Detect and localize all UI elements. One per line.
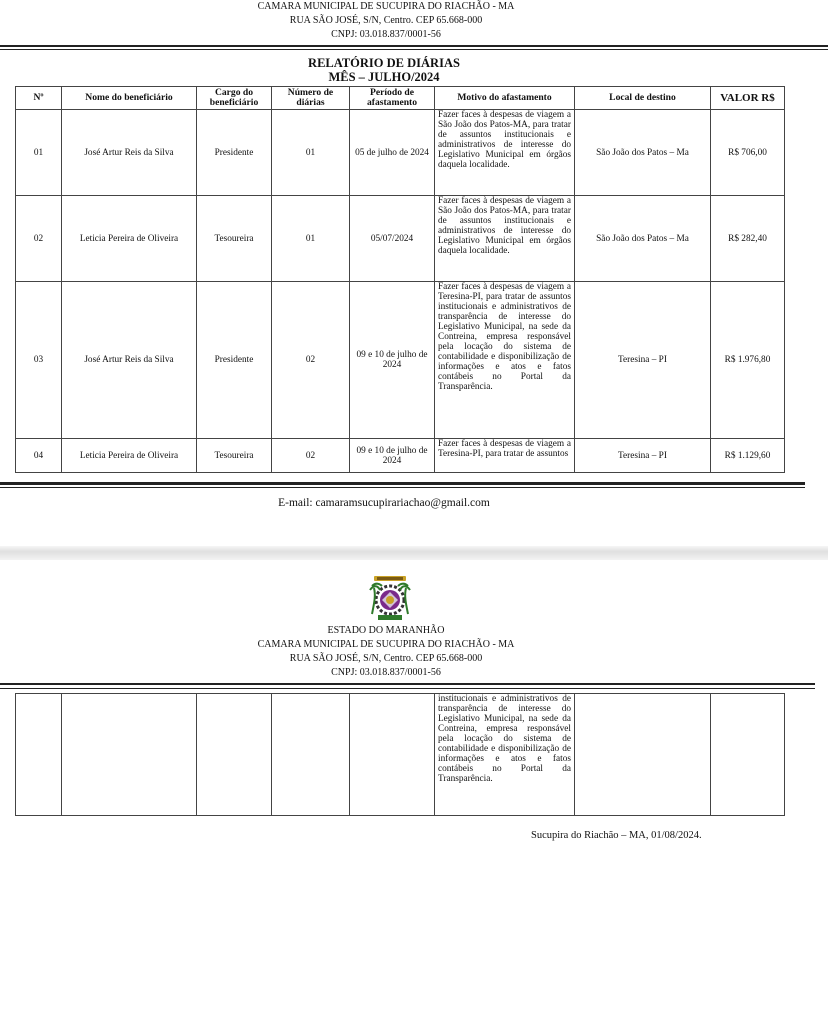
cell-periodo: 09 e 10 de julho de 2024 bbox=[350, 282, 435, 439]
cell-cargo: Presidente bbox=[197, 110, 272, 196]
cell-nome: Leticia Pereira de Oliveira bbox=[62, 196, 197, 282]
table-row bbox=[16, 694, 785, 816]
col-header-numero: Número de diárias bbox=[272, 87, 350, 110]
cell-numero: 02 bbox=[272, 282, 350, 439]
header2-cnpj: CNPJ: 03.018.837/0001-56 bbox=[331, 667, 441, 678]
header2-state: ESTADO DO MARANHÃO bbox=[327, 625, 445, 636]
table-header-row bbox=[16, 87, 785, 110]
cell-local: Teresina – PI bbox=[575, 439, 711, 473]
cell-local: Teresina – PI bbox=[575, 282, 711, 439]
cell-valor bbox=[711, 694, 785, 816]
cell-numero: 02 bbox=[272, 439, 350, 473]
footer-rule-thin bbox=[0, 487, 805, 488]
cell-valor: R$ 282,40 bbox=[711, 196, 785, 282]
cell-valor: R$ 706,00 bbox=[711, 110, 785, 196]
col-header-n: Nº bbox=[16, 87, 62, 110]
cell-n bbox=[16, 694, 62, 816]
cell-motivo: Fazer faces à despesas de viagem a São João dos Patos-MA, para tratar de assuntos institucionais e administrativos de interesse do Legislativo Municipal em órgãos daquela localidade. bbox=[435, 196, 575, 282]
cell-motivo: Fazer faces à despesas de viagem a Teresina-PI, para tratar de assuntos bbox=[435, 439, 575, 473]
header-rule-thick bbox=[0, 45, 828, 47]
col-header-nome: Nome do beneficiário bbox=[62, 87, 197, 110]
cell-periodo: 09 e 10 de julho de 2024 bbox=[350, 439, 435, 473]
report-subtitle: MÊS – JULHO/2024 bbox=[328, 70, 440, 84]
cell-n: 02 bbox=[16, 196, 62, 282]
cell-periodo: 05/07/2024 bbox=[350, 196, 435, 282]
cell-local: São João dos Patos – Ma bbox=[575, 196, 711, 282]
footer-rule-thick bbox=[0, 482, 805, 485]
header2-address: RUA SÃO JOSÉ, S/N, Centro. CEP 65.668-000 bbox=[289, 653, 483, 664]
report-title: RELATÓRIO DE DIÁRIAS bbox=[308, 56, 460, 70]
cell-n: 01 bbox=[16, 110, 62, 196]
cell-valor: R$ 1.129,60 bbox=[711, 439, 785, 473]
cell-nome: José Artur Reis da Silva bbox=[62, 110, 197, 196]
cell-numero: 01 bbox=[272, 110, 350, 196]
header-cnpj: CNPJ: 03.018.837/0001-56 bbox=[331, 29, 441, 40]
header2-rule-thick bbox=[0, 683, 815, 685]
cell-motivo: institucionais e administrativos de transparência de interesse do Legislativo Municipal, na sede da Contreina, empresa responsável pela locação do sistema de contabilidade e disponibilização de informações e atos e fatos contábeis no Portal da Transparência. bbox=[435, 694, 575, 816]
header-address: RUA SÃO JOSÉ, S/N, Centro. CEP 65.668-000 bbox=[289, 15, 483, 26]
diarias-table-continuation bbox=[15, 693, 785, 816]
cell-n: 03 bbox=[16, 282, 62, 439]
cell-nome bbox=[62, 694, 197, 816]
col-header-cargo: Cargo do beneficiário bbox=[197, 87, 272, 110]
cell-nome: Leticia Pereira de Oliveira bbox=[62, 439, 197, 473]
header-chamber-name: CAMARA MUNICIPAL DE SUCUPIRA DO RIACHÃO - MA bbox=[257, 1, 515, 12]
cell-cargo: Tesoureira bbox=[197, 196, 272, 282]
page-break-band bbox=[0, 546, 828, 560]
cell-periodo: 05 de julho de 2024 bbox=[350, 110, 435, 196]
cell-local bbox=[575, 694, 711, 816]
table-row bbox=[16, 110, 785, 196]
table-row bbox=[16, 196, 785, 282]
chamber-crest-logo bbox=[368, 574, 412, 622]
header2-chamber-name: CAMARA MUNICIPAL DE SUCUPIRA DO RIACHÃO - MA bbox=[257, 639, 515, 650]
place-date: Sucupira do Riachão – MA, 01/08/2024. bbox=[531, 830, 702, 841]
table-row bbox=[16, 282, 785, 439]
header-rule-thin bbox=[0, 49, 828, 50]
col-header-motivo: Motivo do afastamento bbox=[435, 87, 575, 110]
footer-email: E-mail: camaramsucupirariachao@gmail.com bbox=[278, 497, 490, 509]
cell-nome: José Artur Reis da Silva bbox=[62, 282, 197, 439]
cell-cargo: Tesoureira bbox=[197, 439, 272, 473]
col-header-local: Local de destino bbox=[575, 87, 711, 110]
cell-cargo bbox=[197, 694, 272, 816]
cell-n: 04 bbox=[16, 439, 62, 473]
col-header-periodo: Período de afastamento bbox=[350, 87, 435, 110]
cell-valor: R$ 1.976,80 bbox=[711, 282, 785, 439]
cell-motivo: Fazer faces à despesas de viagem a Teresina-PI, para tratar de assuntos institucionais e administrativos de transparência de interesse do Legislativo Municipal, na sede da Contreina, empresa responsável pela locação do sistema de contabilidade e disponibilização de informações e atos e fatos contábeis no Portal da Transparência. bbox=[435, 282, 575, 439]
col-header-valor: VALOR R$ bbox=[711, 87, 785, 110]
cell-numero: 01 bbox=[272, 196, 350, 282]
cell-motivo: Fazer faces à despesas de viagem a São João dos Patos-MA, para tratar de assuntos institucionais e administrativos de interesse do Legislativo Municipal em órgãos daquela localidade. bbox=[435, 110, 575, 196]
diarias-table bbox=[15, 86, 785, 473]
table-row bbox=[16, 439, 785, 473]
cell-cargo: Presidente bbox=[197, 282, 272, 439]
header2-rule-thin bbox=[0, 688, 815, 689]
cell-periodo bbox=[350, 694, 435, 816]
cell-local: São João dos Patos – Ma bbox=[575, 110, 711, 196]
cell-numero bbox=[272, 694, 350, 816]
